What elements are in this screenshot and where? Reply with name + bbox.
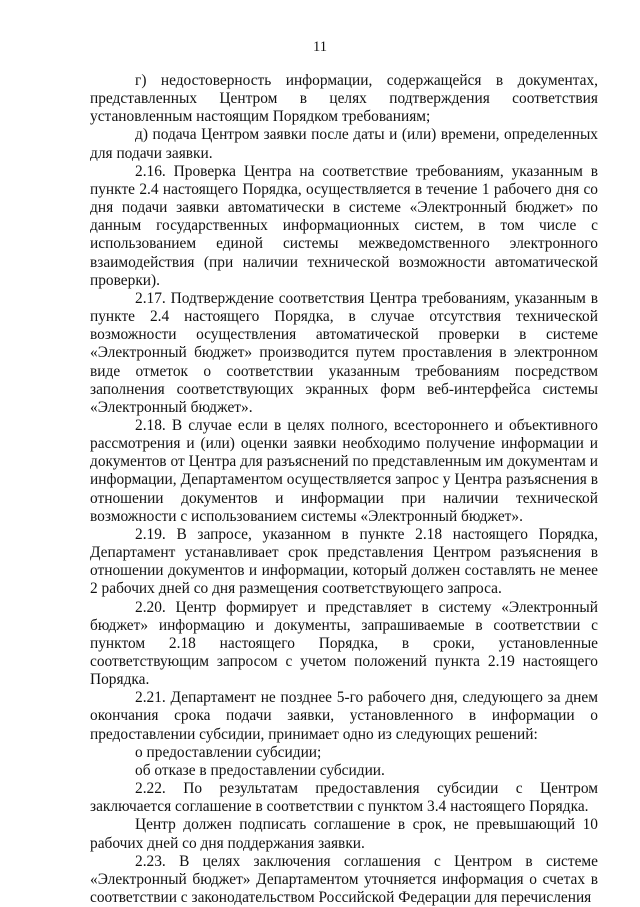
paragraph-2-19: 2.19. В запросе, указанном в пункте 2.18 настоящего Порядка, Департамент устанавливает срок представления Центром разъяснения в отношении документов и информации, который должен составлять не менее 2 рабочих дней со дня размещения соответствующего запроса.	[90, 525, 598, 598]
decision-option-refuse: об отказе в предоставлении субсидии.	[135, 761, 385, 779]
paragraph-item-g: г) недостоверность информации, содержащейся в документах, представленных Центром в целях подтверждения соответствия установленным настоящим Порядком требованиям;	[90, 72, 598, 126]
page-number: 11	[313, 39, 327, 55]
paragraph-2-20: 2.20. Центр формирует и представляет в систему «Электронный бюджет» информацию и документы, запрашиваемые в соответствии с пунктом 2.18 настоящего Порядка, в сроки, установленные соответствующим запросом с учетом положений пункта 2.19 настоящего Порядка.	[90, 598, 598, 689]
paragraph-signing-deadline: Центр должен подписать соглашение в срок, не превышающий 10 рабочих дней со дня поддержания заявки.	[90, 816, 598, 852]
paragraph-2-23: 2.23. В целях заключения соглашения с Центром в системе «Электронный бюджет» Департаментом уточняется информация о счетах в соответствии с законодательством Российской Федерации для перечисления	[90, 852, 598, 907]
document-body	[90, 72, 598, 907]
paragraph-2-21: 2.21. Департамент не позднее 5-го рабочего дня, следующего за днем окончания срока подачи заявки, установленного в информации о предоставлении субсидии, принимает одно из следующих решений:	[90, 689, 598, 743]
paragraph-2-16: 2.16. Проверка Центра на соответствие требованиям, указанным в пункте 2.4 настоящего Порядка, осуществляется в течение 1 рабочего дня со дня подачи заявки автоматически в системе «Электронный бюджет» по данным государственных информационных систем, в том числе с использованием единой системы межведомственного электронного взаимодействия (при наличии технической возможности автоматической проверки).	[90, 162, 598, 289]
decision-option-grant: о предоставлении субсидии;	[135, 743, 322, 761]
paragraph-2-17: 2.17. Подтверждение соответствия Центра требованиям, указанным в пункте 2.4 настоящего Порядка, в случае отсутствия технической возможности осуществления автоматической проверки в системе «Электронный бюджет» производится путем проставления в электронном виде отметок о соответствии указанным требованиям посредством заполнения соответствующих экранных форм веб-интерфейса системы «Электронный бюджет».	[90, 289, 598, 416]
paragraph-item-d: д) подача Центром заявки после даты и (или) времени, определенных для подачи заявки.	[90, 126, 598, 162]
paragraph-2-18: 2.18. В случае если в целях полного, всестороннего и объективного рассмотрения и (или) оценки заявки необходимо получение информации и документов от Центра для разъяснений по представленным им документам и информации, Департаментом осуществляется запрос у Центра разъяснения в отношении документов и информации при наличии технической возможности с использованием системы «Электронный бюджет».	[90, 416, 598, 525]
paragraph-2-22: 2.22. По результатам предоставления субсидии с Центром заключается соглашение в соответствии с пунктом 3.4 настоящего Порядка.	[90, 780, 598, 816]
